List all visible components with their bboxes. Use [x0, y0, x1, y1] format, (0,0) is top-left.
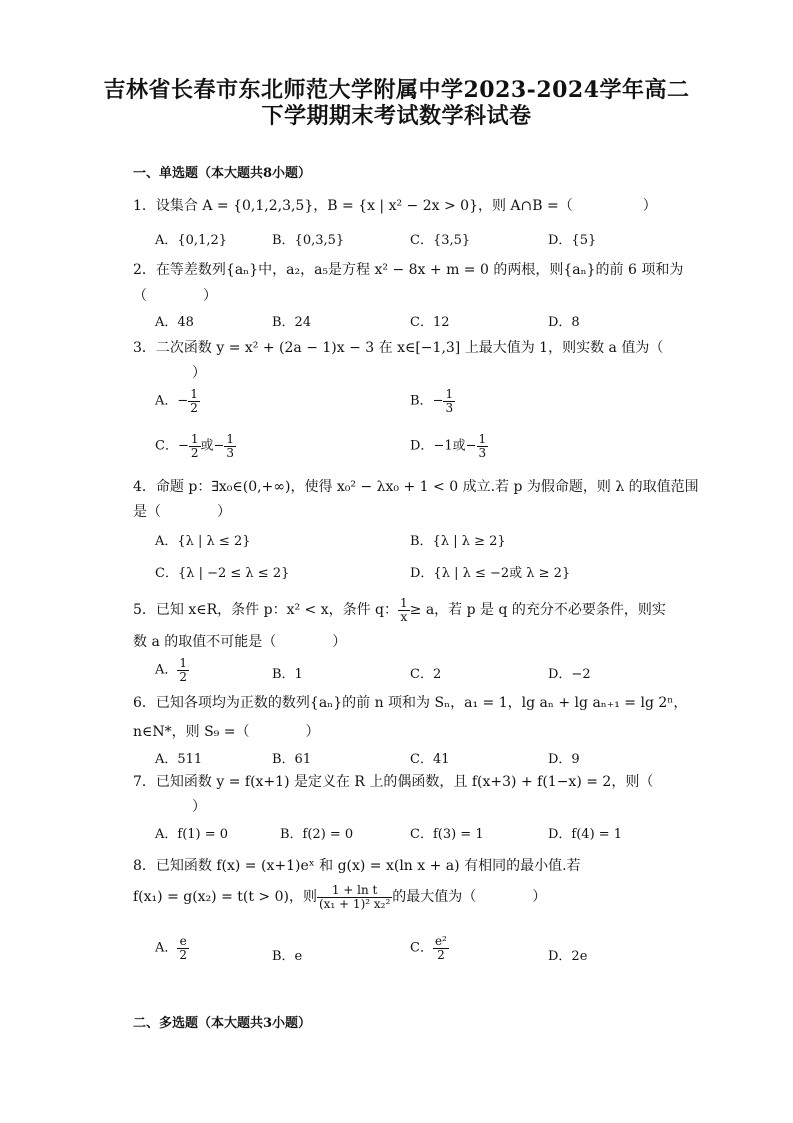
question-1-option-b: B．{0,3,5} [272, 233, 345, 248]
question-6-option-c: C．41 [410, 752, 450, 767]
question-3-stem-line2: ） [192, 365, 206, 381]
question-8-option-c-label: C． [410, 940, 433, 956]
question-8-option-d: D．2e [548, 949, 588, 964]
fraction-numerator: 1 [478, 432, 487, 446]
question-2-stem-line2: （ ） [133, 288, 217, 304]
question-3-stem-line1: 3．二次函数 y = x² + (2a − 1)x − 3 在 x∈[−1,3] 上最大值为 1，则实数 a 值为（ [133, 340, 664, 356]
question-3-option-d-label: D． [410, 438, 434, 454]
question-3-option-c [155, 433, 236, 459]
question-3-option-a-label: A． [155, 393, 178, 409]
question-7-option-a: A．f(1) = 0 [155, 827, 229, 842]
question-1-option-a: A．{0,1,2} [155, 233, 228, 248]
fraction-numerator: 1 [445, 387, 454, 401]
fraction-numerator: 1 [190, 387, 198, 401]
question-4-option-a: A．{λ | λ ≤ 2} [155, 534, 251, 549]
fraction-numerator: 1 [190, 432, 199, 446]
fraction-numerator: 1 [179, 656, 188, 670]
question-3-option-d-prefix: −1或− [433, 438, 477, 454]
question-2-option-a: A．48 [155, 315, 194, 330]
question-5-option-a [155, 657, 189, 683]
question-3-option-c-sign2: − [213, 438, 225, 454]
question-5-option-a-fraction [177, 657, 189, 683]
question-4-stem-line2: 是（ ） [133, 504, 231, 520]
question-8-option-a-label: A． [155, 940, 178, 956]
question-3-option-c-sign1: − [177, 438, 189, 454]
question-2-stem-line1: 2．在等差数列{aₙ}中，a₂，a₅是方程 x² − 8x + m = 0 的两根，则{aₙ}的前 6 项和为 [133, 262, 684, 278]
fraction-denominator: 2 [190, 445, 199, 460]
question-6-option-d: D．9 [548, 752, 580, 767]
question-3-option-d-fraction [477, 433, 489, 459]
question-8-stem-part2: 的最大值为（ ） [392, 889, 547, 906]
question-3-option-c-or: 或 [200, 438, 214, 454]
question-3-option-c-fraction2 [224, 433, 236, 459]
question-5-stem-line1 [133, 597, 666, 623]
question-2-option-d: D．8 [548, 315, 580, 330]
fraction-denominator: 3 [226, 445, 235, 460]
fraction-denominator: 3 [445, 400, 454, 415]
fraction-denominator: 2 [179, 947, 188, 962]
fraction-numerator: 1 [226, 432, 235, 446]
question-5-option-d: D．−2 [548, 667, 591, 682]
question-8-stem-line1: 8．已知函数 f(x) = (x+1)eˣ 和 g(x) = x(ln x + a) 有相同的最小值.若 [133, 858, 581, 874]
question-8-stem-fraction [317, 884, 392, 910]
question-6-option-b: B．61 [272, 752, 312, 767]
question-1-option-c: C．{3,5} [410, 233, 471, 248]
question-3-option-c-fraction1 [189, 433, 201, 459]
question-7-option-d: D．f(4) = 1 [548, 827, 623, 842]
question-5-option-c: C．2 [410, 667, 442, 682]
exam-title-line1: 吉林省长春市东北师范大学附属中学2023-2024学年高二 [103, 77, 690, 103]
exam-title-line2: 下学期期末考试数学科试卷 [261, 103, 532, 129]
fraction-denominator: x [400, 609, 408, 624]
question-5-option-b: B．1 [272, 667, 303, 682]
question-7-option-b: B．f(2) = 0 [280, 827, 354, 842]
question-3-option-b-fraction [443, 388, 455, 414]
question-3-option-a [155, 388, 200, 414]
fraction-numerator: 1 [400, 596, 408, 610]
question-3-option-d [410, 433, 488, 459]
question-6-stem-line1: 6．已知各项均为正数的数列{aₙ}的前 n 项和为 Sₙ，a₁ = 1，lg aₙ + lg aₙ₊₁ = lg 2ⁿ， [133, 695, 688, 711]
question-8-option-c-fraction [433, 935, 449, 961]
question-8-option-b: B．e [272, 949, 303, 964]
section-multiple-choice: 二、多选题（本大题共3小题） [133, 1016, 312, 1031]
question-8-option-a [155, 935, 189, 961]
question-2-option-c: C．12 [410, 315, 450, 330]
question-6-option-a: A．511 [155, 752, 203, 767]
question-5-option-a-label: A． [155, 662, 178, 678]
question-7-stem-line2: ） [192, 799, 206, 815]
question-3-option-b-sign: − [432, 393, 444, 409]
question-5-stem-part1: 5．已知 x∈R，条件 p：x² < x，条件 q： [133, 602, 399, 619]
question-4-option-d: D．{λ | λ ≤ −2或 λ ≥ 2} [410, 566, 571, 581]
question-1-option-d: D．{5} [548, 233, 597, 248]
question-3-option-c-label: C． [155, 438, 178, 454]
question-4-stem-line1: 4．命题 p：∃x₀∈(0,+∞)，使得 x₀² − λx₀ + 1 < 0 成立.若 p 为假命题，则 λ 的取值范围 [133, 479, 699, 495]
question-3-option-b-label: B． [410, 393, 433, 409]
question-8-option-c [410, 935, 449, 961]
question-6-stem-line2: n∈N*，则 S₉ =（ ） [133, 724, 320, 740]
question-8-option-a-fraction [177, 935, 189, 961]
question-4-option-c: C．{λ | −2 ≤ λ ≤ 2} [155, 566, 290, 581]
question-7-option-c: C．f(3) = 1 [410, 827, 484, 842]
question-3-option-a-fraction [188, 388, 200, 414]
question-3-option-b [410, 388, 455, 414]
question-7-stem-line1: 7．已知函数 y = f(x+1) 是定义在 R 上的偶函数，且 f(x+3) + f(1−x) = 2，则（ [133, 774, 654, 790]
question-8-stem-line2 [133, 884, 546, 910]
question-8-stem-part1: f(x₁) = g(x₂) = t(t > 0)，则 [133, 889, 317, 906]
question-3-option-a-sign: − [177, 393, 189, 409]
question-2-option-b: B．24 [272, 315, 312, 330]
fraction-numerator: 1 + ln t [317, 884, 392, 898]
fraction-denominator: 2 [437, 947, 445, 962]
fraction-numerator: e² [434, 934, 447, 948]
fraction-numerator: e [177, 935, 189, 949]
question-5-stem-part2: ≥ a，若 p 是 q 的充分不必要条件，则实 [409, 602, 666, 619]
question-4-option-b: B．{λ | λ ≥ 2} [410, 534, 506, 549]
section-single-choice: 一、单选题（本大题共8小题） [133, 166, 312, 181]
question-5-stem-fraction [398, 597, 410, 623]
question-5-stem-line2: 数 a 的取值不可能是（ ） [133, 634, 347, 650]
fraction-denominator: 2 [190, 400, 198, 415]
question-1-stem: 1．设集合 A = {0,1,2,3,5}，B = {x | x² − 2x > 0}，则 A∩B =（ ） [133, 198, 657, 214]
fraction-denominator: (x₁ + 1)² x₂² [318, 896, 391, 911]
fraction-denominator: 2 [179, 669, 188, 684]
fraction-denominator: 3 [478, 445, 487, 460]
